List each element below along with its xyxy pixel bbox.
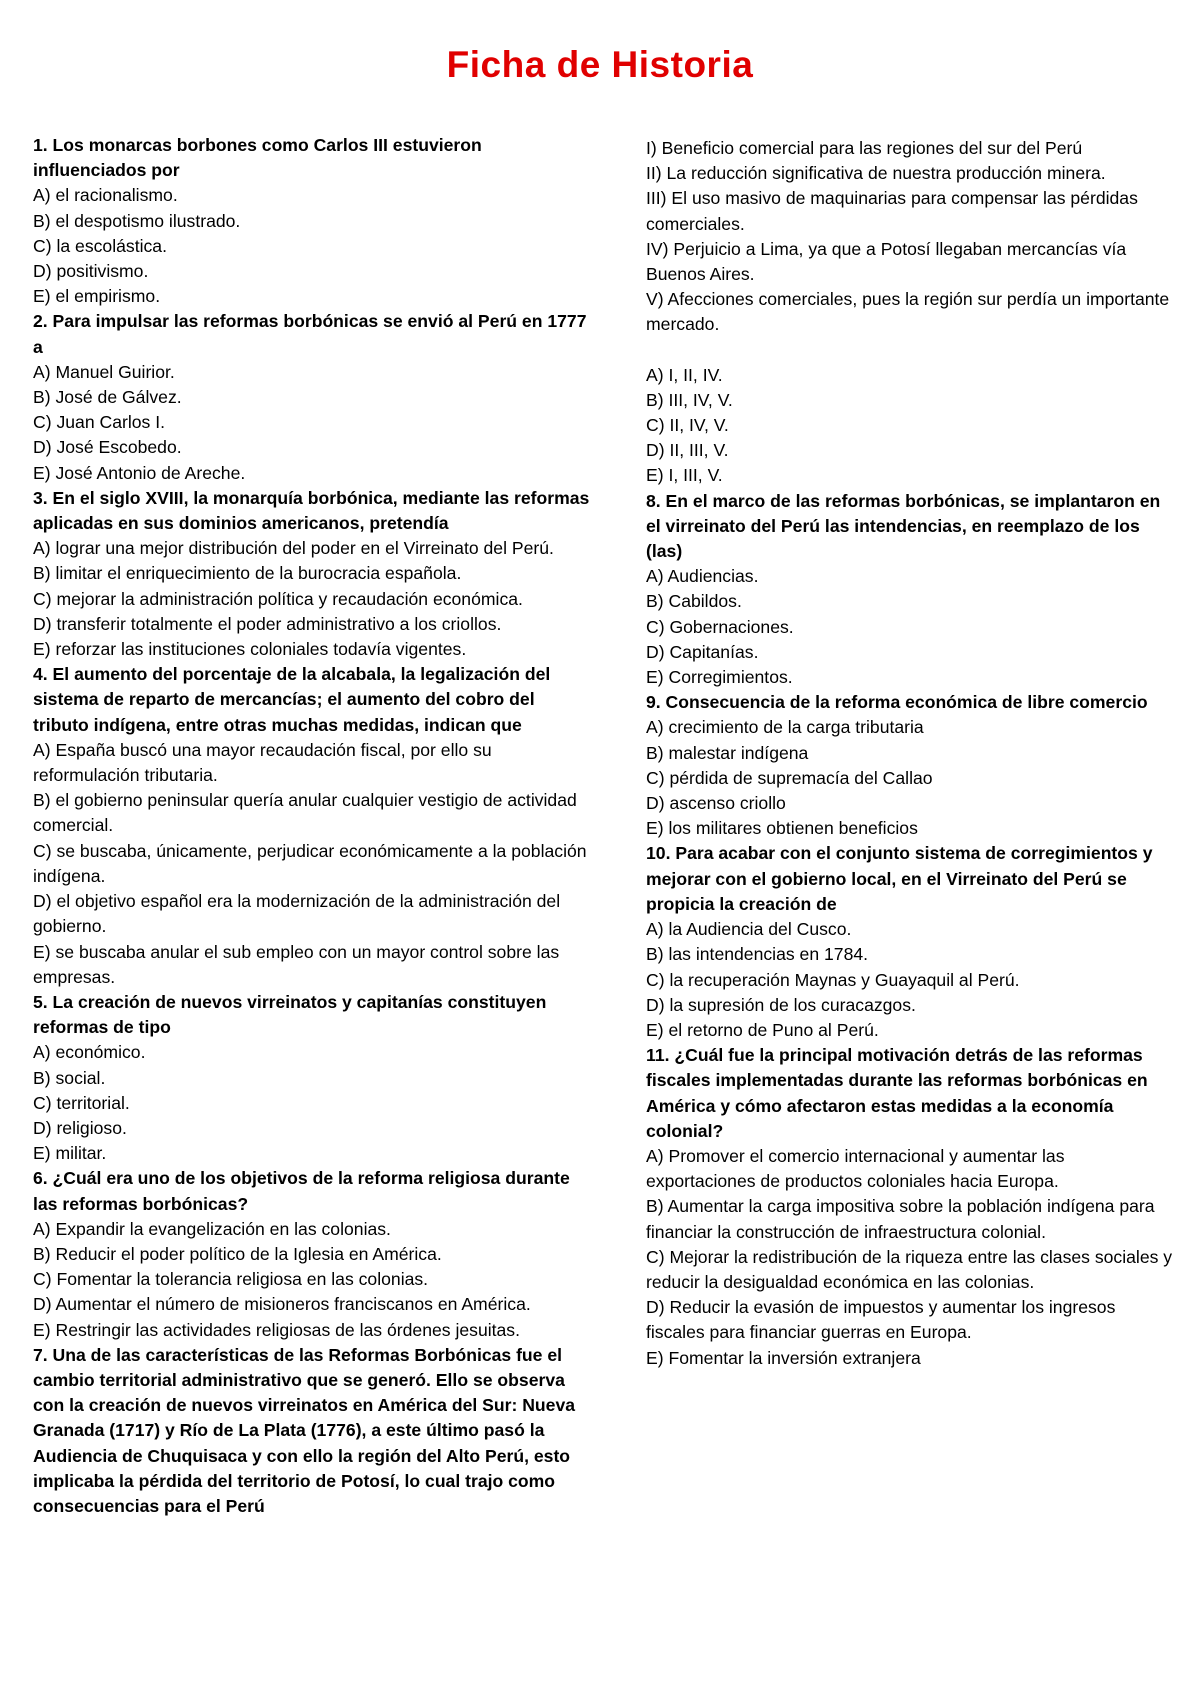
page-title: Ficha de Historia [446, 44, 754, 85]
statement-item: I) Beneficio comercial para las regiones del sur del Perú [646, 138, 1083, 158]
answer-option: A) Promover el comercio internacional y aumentar las exportaciones de productos coloniales hacia Europa. [646, 1145, 1070, 1192]
answer-option: C) mejorar la administración política y recaudación económica. [33, 588, 523, 609]
answer-option: D) positivismo. [33, 261, 149, 282]
answer-option: D) religioso. [33, 1117, 127, 1138]
question-7-continued [646, 136, 1176, 489]
question-9 [646, 690, 1176, 841]
statement-item: III) El uso masivo de maquinarias para compensar las pérdidas comerciales. [646, 188, 1143, 234]
answer-option: E) se buscaba anular el sub empleo con un mayor control sobre las empresas. [33, 941, 565, 987]
question-1 [33, 133, 593, 309]
answer-option: D) la supresión de los curacazgos. [646, 994, 916, 1015]
answer-option: A) Audiencias. [646, 566, 759, 587]
spacer [646, 338, 1176, 363]
answer-option: E) I, III, V. [646, 465, 723, 486]
answer-option: C) Gobernaciones. [646, 616, 794, 637]
question-10 [646, 841, 1176, 1043]
answer-option: B) malestar indígena [646, 742, 809, 763]
answer-option: C) territorial. [33, 1092, 130, 1113]
answer-option: D) Reducir la evasión de impuestos y aumentar los ingresos fiscales para financiar guerras en Europa. [646, 1297, 1121, 1343]
answer-option: A) Expandir la evangelización en las colonias. [33, 1218, 391, 1239]
answer-option: B) las intendencias en 1784. [646, 944, 869, 965]
answer-option: D) Capitanías. [646, 641, 759, 662]
question-prompt: 3. En el siglo XVIII, la monarquía borbónica, mediante las reformas aplicadas en sus dominios americanos, pretendía [33, 487, 595, 534]
answer-option: B) limitar el enriquecimiento de la burocracia española. [33, 563, 462, 584]
answer-option: E) Corregimientos. [646, 667, 793, 688]
answer-option: E) Fomentar la inversión extranjera [646, 1347, 921, 1368]
answer-option: A) económico. [33, 1042, 146, 1063]
answer-option: B) III, IV, V. [646, 389, 733, 410]
answer-option: B) Aumentar la carga impositiva sobre la población indígena para financiar la construcción de infraestructura colonial. [646, 1196, 1160, 1242]
question-prompt: 8. En el marco de las reformas borbónicas, se implantaron en el virreinato del Perú las intendencias, en reemplazo de los (las) [646, 490, 1166, 562]
answer-option: B) social. [33, 1067, 106, 1088]
answer-option: D) II, III, V. [646, 440, 729, 461]
answer-option: C) Fomentar la tolerancia religiosa en las colonias. [33, 1269, 429, 1290]
answer-option: A) el racionalismo. [33, 185, 178, 206]
answer-option: D) Aumentar el número de misioneros franciscanos en América. [33, 1294, 531, 1315]
question-prompt: 2. Para impulsar las reformas borbónicas se envió al Perú en 1777 a [33, 311, 592, 357]
left-column [33, 133, 593, 1519]
answer-option: A) la Audiencia del Cusco. [646, 919, 852, 940]
answer-option: E) José Antonio de Areche. [33, 462, 246, 483]
question-prompt: 6. ¿Cuál era uno de los objetivos de la reforma religiosa durante las reformas borbónicas? [33, 1168, 575, 1214]
question-7-prompt [33, 1343, 593, 1519]
answer-option: A) España buscó una mayor recaudación fiscal, por ello su reformulación tributaria. [33, 739, 497, 786]
question-2 [33, 309, 593, 485]
answer-option: E) el empirismo. [33, 286, 161, 307]
answer-option: D) transferir totalmente el poder administrativo a los criollos. [33, 613, 502, 634]
answer-option: B) José de Gálvez. [33, 387, 182, 408]
question-prompt: 10. Para acabar con el conjunto sistema de corregimientos y mejorar con el gobierno local, en el Virreinato del Perú se propicia la creación de [646, 843, 1158, 914]
answer-option: E) militar. [33, 1143, 107, 1164]
answer-option: D) José Escobedo. [33, 437, 182, 458]
question-prompt: 7. Una de las características de las Reformas Borbónicas fue el cambio territorial administrativo que se generó. Ello se observa con la creación de nuevos virreinatos en América del Sur: Nueva Granada (1717) y Río de La Plata (1776), a este último pasó la Audiencia de Chuquisaca y con ello la región del Alto Perú, esto implicaba la pérdida del territorio de Potosí, lo cual trajo como consecuencias para el Perú [33, 1344, 580, 1516]
answer-option: C) se buscaba, únicamente, perjudicar económicamente a la población indígena. [33, 840, 592, 886]
question-5 [33, 990, 593, 1166]
answer-option: C) Mejorar la redistribución de la riqueza entre las clases sociales y reducir la desigualdad económica en las colonias. [646, 1246, 1177, 1292]
answer-option: E) Restringir las actividades religiosas de las órdenes jesuitas. [33, 1319, 520, 1340]
answer-option: C) pérdida de supremacía del Callao [646, 767, 933, 788]
question-6 [33, 1166, 593, 1342]
answer-option: B) Cabildos. [646, 591, 742, 612]
answer-option: C) la recuperación Maynas y Guayaquil al Perú. [646, 969, 1020, 990]
question-prompt: 5. La creación de nuevos virreinatos y capitanías constituyen reformas de tipo [33, 991, 552, 1038]
question-11 [646, 1043, 1176, 1371]
answer-option: A) lograr una mejor distribución del poder en el Virreinato del Perú. [33, 538, 554, 559]
question-8 [646, 489, 1176, 691]
question-prompt: 11. ¿Cuál fue la principal motivación detrás de las reformas fiscales implementadas durante las reformas borbónicas en América y cómo afectaron estas medidas a la economía colonial? [646, 1045, 1152, 1141]
answer-option: E) el retorno de Puno al Perú. [646, 1019, 879, 1040]
question-prompt: 1. Los monarcas borbones como Carlos III estuvieron influenciados por [33, 135, 487, 181]
question-prompt: 9. Consecuencia de la reforma económica de libre comercio [646, 692, 1148, 713]
answer-option: C) la escolástica. [33, 235, 167, 256]
answer-option: A) crecimiento de la carga tributaria [646, 717, 924, 738]
answer-option: E) los militares obtienen beneficios [646, 818, 918, 839]
answer-option: A) Manuel Guirior. [33, 361, 175, 382]
question-3 [33, 486, 593, 662]
answer-option: A) I, II, IV. [646, 364, 723, 385]
statement-item: II) La reducción significativa de nuestra producción minera. [646, 163, 1106, 184]
answer-option: B) el gobierno peninsular quería anular cualquier vestigio de actividad comercial. [33, 790, 582, 836]
answer-option: B) Reducir el poder político de la Iglesia en América. [33, 1243, 442, 1264]
answer-option: B) el despotismo ilustrado. [33, 210, 241, 231]
answer-option: D) el objetivo español era la modernización de la administración del gobierno. [33, 891, 566, 937]
statement-item: V) Afecciones comerciales, pues la región sur perdía un importante mercado. [646, 289, 1175, 335]
question-4 [33, 662, 593, 990]
answer-option: D) ascenso criollo [646, 793, 786, 814]
right-column [646, 136, 1176, 1371]
question-prompt: 4. El aumento del porcentaje de la alcabala, la legalización del sistema de reparto de mercancías; el aumento del cobro del tributo indígena, entre otras muchas medidas, indican que [33, 664, 556, 735]
answer-option: C) II, IV, V. [646, 415, 729, 436]
statement-item: IV) Perjuicio a Lima, ya que a Potosí llegaban mercancías vía Buenos Aires. [646, 238, 1132, 285]
answer-option: E) reforzar las instituciones coloniales todavía vigentes. [33, 639, 467, 660]
answer-option: C) Juan Carlos I. [33, 412, 165, 433]
